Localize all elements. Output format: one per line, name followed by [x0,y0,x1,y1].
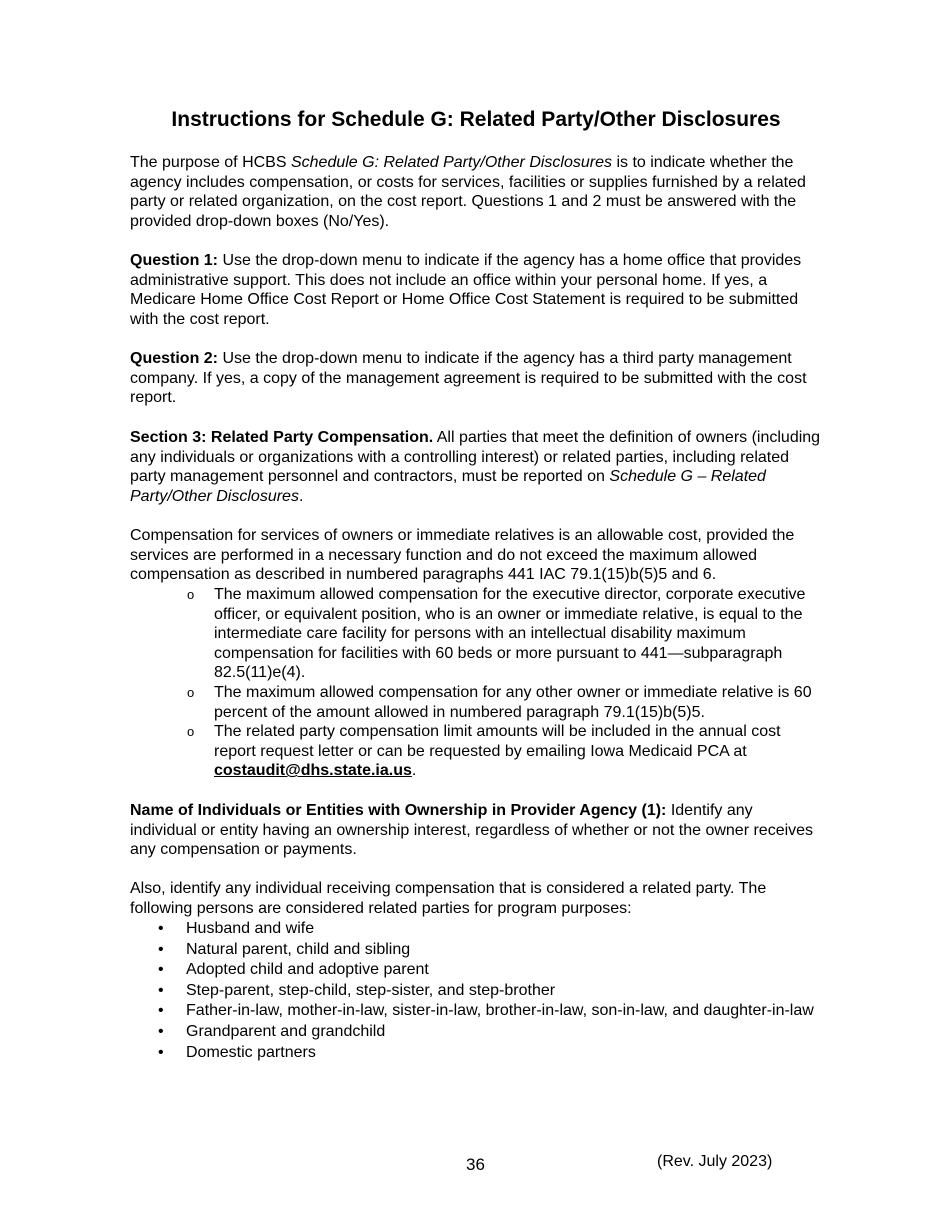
bullet-icon: • [158,1022,164,1040]
list-item [130,1001,822,1022]
hollow-bullet-icon: o [187,724,195,740]
hollow-bullet-icon: o [187,587,195,602]
intro-schedule-name: Schedule G: Related Party/Other Disclosures [290,154,612,171]
list-item-text: Grandparent and grandchild [186,1022,386,1040]
section-3-text: All parties that meet the definition of owners (including any individuals or organizations with a controlling interest) or related parties, including related party management personnel and contractors, must be reported on [130,429,821,486]
list-item [130,940,822,961]
question-2-paragraph [130,349,822,408]
list-item-text: Natural parent, child and sibling [186,940,411,958]
related-parties-list [130,919,822,1063]
intro-text: The purpose of HCBS [130,154,291,171]
list-item-text: The maximum allowed compensation for the executive director, corporate executive officer, or equivalent position, who is an owner or immediate relative, is equal to the intermediate care facility for persons with an intellectual disability maximum compensation for facilities with 60 beds or more pursuant to 441—subparagraph 82.5(11)e(4). [214,586,806,682]
question-1-text: Use the drop-down menu to indicate if the agency has a home office that provides administrative support. This does not include an office within your personal home. If yes, a Medicare Home Office Cost Report or Home Office Cost Statement is required to be submitted with the cost report. [130,252,802,328]
list-item [130,683,822,722]
list-item-text: Domestic partners [186,1043,316,1061]
ownership-text: Identify any individual or entity having an ownership interest, regardless of whether or not the owner receives any compensation or payments. [130,802,814,859]
page-number: 36 [466,1155,485,1174]
question-1-paragraph [130,251,822,329]
list-item [130,981,822,1002]
bullet-icon: • [158,1043,164,1061]
intro-paragraph [130,153,822,231]
list-item-text: The related party compensation limit amounts will be included in the annual cost report request letter or can be requested by emailing Iowa Medicaid PCA at [214,723,781,760]
hollow-bullet-icon: o [187,684,195,700]
question-1-label: Question 1: [130,252,219,269]
list-item [130,1022,822,1043]
related-parties-paragraph: Also, identify any individual receiving compensation that is considered a related party. The following persons are considered related parties for program purposes: [130,880,767,917]
section-3-period: . [298,487,304,505]
revision-date: (Rev. July 2023) [657,1153,773,1170]
section-3-schedule-name: Schedule G – Related Party/Other Disclosures [130,468,766,505]
compensation-paragraph: Compensation for services of owners or immediate relatives is an allowable cost, provided the services are performed in a necessary function and do not exceed the maximum allowed compensation as described in numbered paragraphs 441 IAC 79.1(15)b(5)5 and 6. [130,527,795,584]
bullet-icon: • [158,920,164,937]
bullet-icon: • [158,981,164,999]
costaudit-email-link[interactable]: costaudit@dhs.state.ia.us [214,762,412,780]
compensation-limits-list [130,585,822,781]
intro-text-continued: is to indicate whether the agency includes compensation, or costs for services, facilities or supplies furnished by a related party or related organization, on the cost report. Questions 1 and 2 must be answered with the provided drop-down boxes (No/Yes). [130,154,806,230]
bullet-icon: • [158,940,164,958]
bullet-icon: • [158,1002,164,1020]
section-3-paragraph [130,428,822,506]
question-2-label: Question 2: [130,350,219,367]
list-item-text: Father-in-law, mother-in-law, sister-in-law, brother-in-law, son-in-law, and daughter-in-law [186,1002,814,1020]
ownership-paragraph [130,801,822,860]
list-item-text: Step-parent, step-child, step-sister, and step-brother [186,981,556,999]
bullet-icon: • [158,961,164,979]
list-item-text: Adopted child and adoptive parent [186,961,429,979]
page-title: Instructions for Schedule G: Related Party/Other Disclosures [171,108,781,131]
list-item-text: Husband and wife [186,920,315,937]
list-item-text: The maximum allowed compensation for any other owner or immediate relative is 60 percent of the amount allowed in numbered paragraph 79.1(15)b(5)5. [214,683,812,721]
list-item [130,1043,822,1064]
list-item-period: . [411,762,417,780]
list-item [130,919,822,940]
list-item [130,722,822,781]
list-item [130,585,822,683]
question-2-text: Use the drop-down menu to indicate if the agency has a third party management company. If yes, a copy of the management agreement is required to be submitted with the cost report. [130,350,807,407]
section-3-label: Section 3: Related Party Compensation. [130,429,434,446]
list-item [130,960,822,981]
ownership-label: Name of Individuals or Entities with Ownership in Provider Agency (1): [130,802,667,819]
